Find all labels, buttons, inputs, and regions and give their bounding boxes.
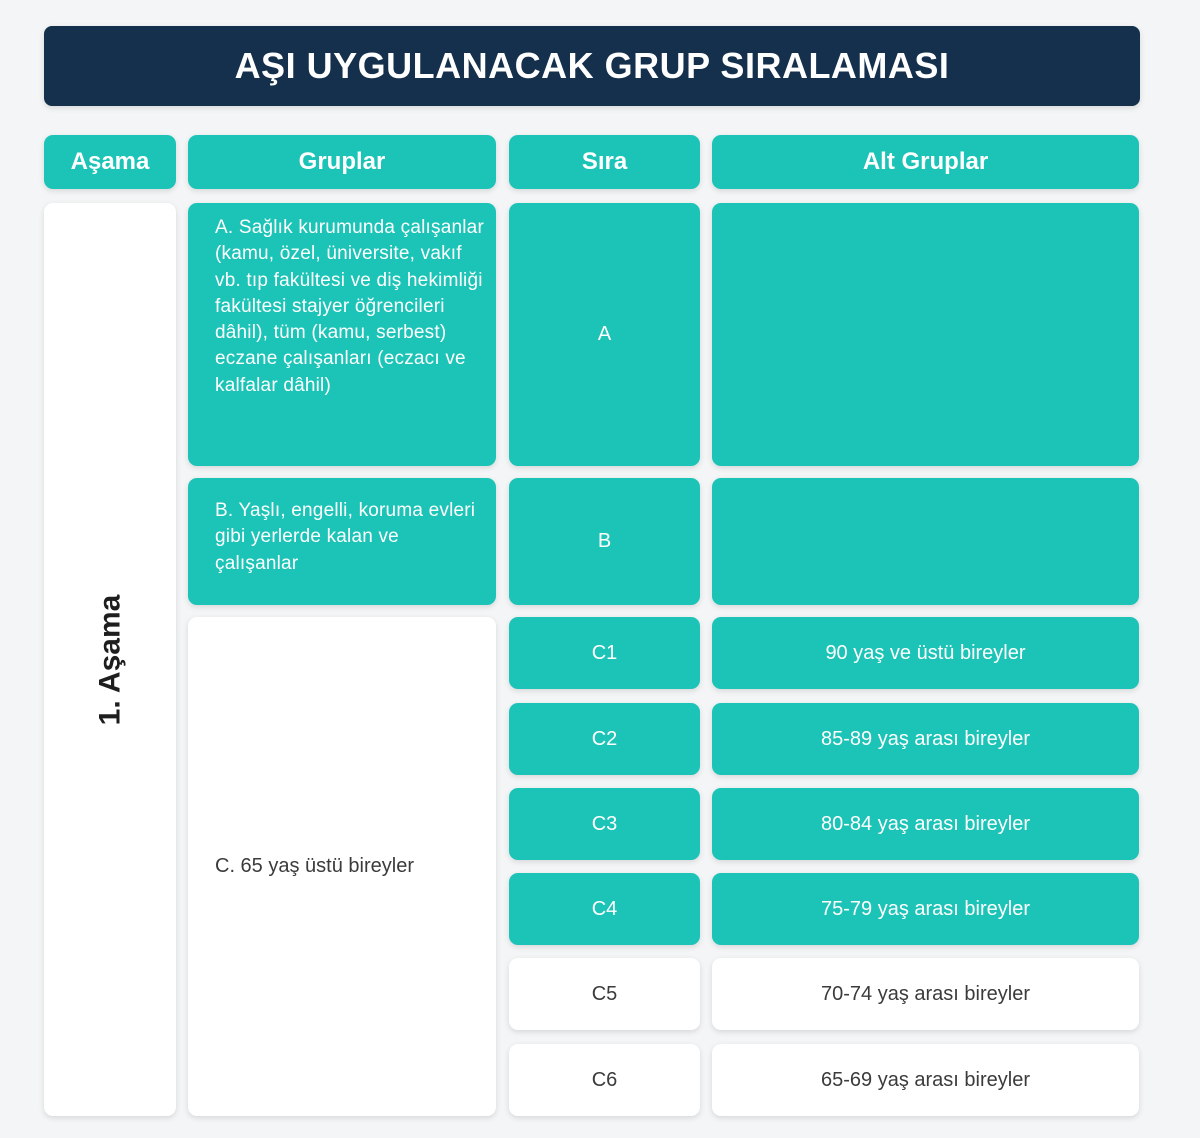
group-a-text: A. Sağlık kurumunda çalışanlar (kamu, özel, üniversite, vakıf vb. tıp fakültesi ve diş hekimliği fakültesi stajyer öğrencileri dâhil), tüm (kamu, serbest) eczane çalışanları (eczacı ve kalfalar dâhil) bbox=[215, 217, 484, 396]
subgroup-c2-text: 85-89 yaş arası bireyler bbox=[821, 727, 1030, 750]
subgroup-c2-cell bbox=[712, 703, 1139, 775]
subgroup-c1-text: 90 yaş ve üstü bireyler bbox=[825, 641, 1026, 664]
group-b-cell bbox=[188, 478, 496, 605]
header-order bbox=[509, 135, 700, 189]
order-c4-cell bbox=[509, 873, 700, 945]
order-c6-code: C6 bbox=[591, 1068, 618, 1091]
order-c4-code: C4 bbox=[591, 897, 618, 920]
title-banner bbox=[44, 26, 1140, 106]
order-a-cell bbox=[509, 203, 700, 466]
subgroup-c4-text: 75-79 yaş arası bireyler bbox=[821, 897, 1030, 920]
order-c3-cell bbox=[509, 788, 700, 860]
stage-label: 1. Aşama bbox=[92, 594, 126, 725]
header-groups-label: Gruplar bbox=[298, 148, 386, 175]
subgroup-a-cell bbox=[712, 203, 1139, 466]
header-stage-label: Aşama bbox=[70, 148, 150, 175]
group-c-cell bbox=[188, 617, 496, 1116]
stage-cell bbox=[44, 203, 176, 1116]
subgroup-b-cell bbox=[712, 478, 1139, 605]
header-order-label: Sıra bbox=[581, 148, 628, 175]
subgroup-c6-text: 65-69 yaş arası bireyler bbox=[821, 1068, 1030, 1091]
subgroup-c5-cell bbox=[712, 958, 1139, 1030]
header-stage bbox=[44, 135, 176, 189]
subgroup-c3-cell bbox=[712, 788, 1139, 860]
group-a-cell bbox=[188, 203, 496, 466]
order-c2-cell bbox=[509, 703, 700, 775]
group-c-text: C. 65 yaş üstü bireyler bbox=[215, 855, 414, 877]
subgroup-c5-text: 70-74 yaş arası bireyler bbox=[821, 982, 1030, 1005]
order-a-code: A bbox=[597, 323, 612, 345]
subgroup-c4-cell bbox=[712, 873, 1139, 945]
order-c2-code: C2 bbox=[591, 727, 618, 750]
subgroup-c3-text: 80-84 yaş arası bireyler bbox=[821, 812, 1030, 835]
subgroup-c1-cell bbox=[712, 617, 1139, 689]
header-subgroups-label: Alt Gruplar bbox=[862, 148, 989, 175]
order-c1-cell bbox=[509, 617, 700, 689]
order-b-cell bbox=[509, 478, 700, 605]
page-title: AŞI UYGULANACAK GRUP SIRALAMASI bbox=[234, 45, 950, 86]
group-b-text: B. Yaşlı, engelli, koruma evleri gibi yerlerde kalan ve çalışanlar bbox=[215, 500, 476, 574]
order-c5-cell bbox=[509, 958, 700, 1030]
order-c5-code: C5 bbox=[591, 982, 618, 1005]
order-c6-cell bbox=[509, 1044, 700, 1116]
header-groups bbox=[188, 135, 496, 189]
order-b-code: B bbox=[597, 530, 612, 552]
order-c1-code: C1 bbox=[591, 641, 618, 664]
header-subgroups bbox=[712, 135, 1139, 189]
order-c3-code: C3 bbox=[591, 812, 618, 835]
subgroup-c6-cell bbox=[712, 1044, 1139, 1116]
